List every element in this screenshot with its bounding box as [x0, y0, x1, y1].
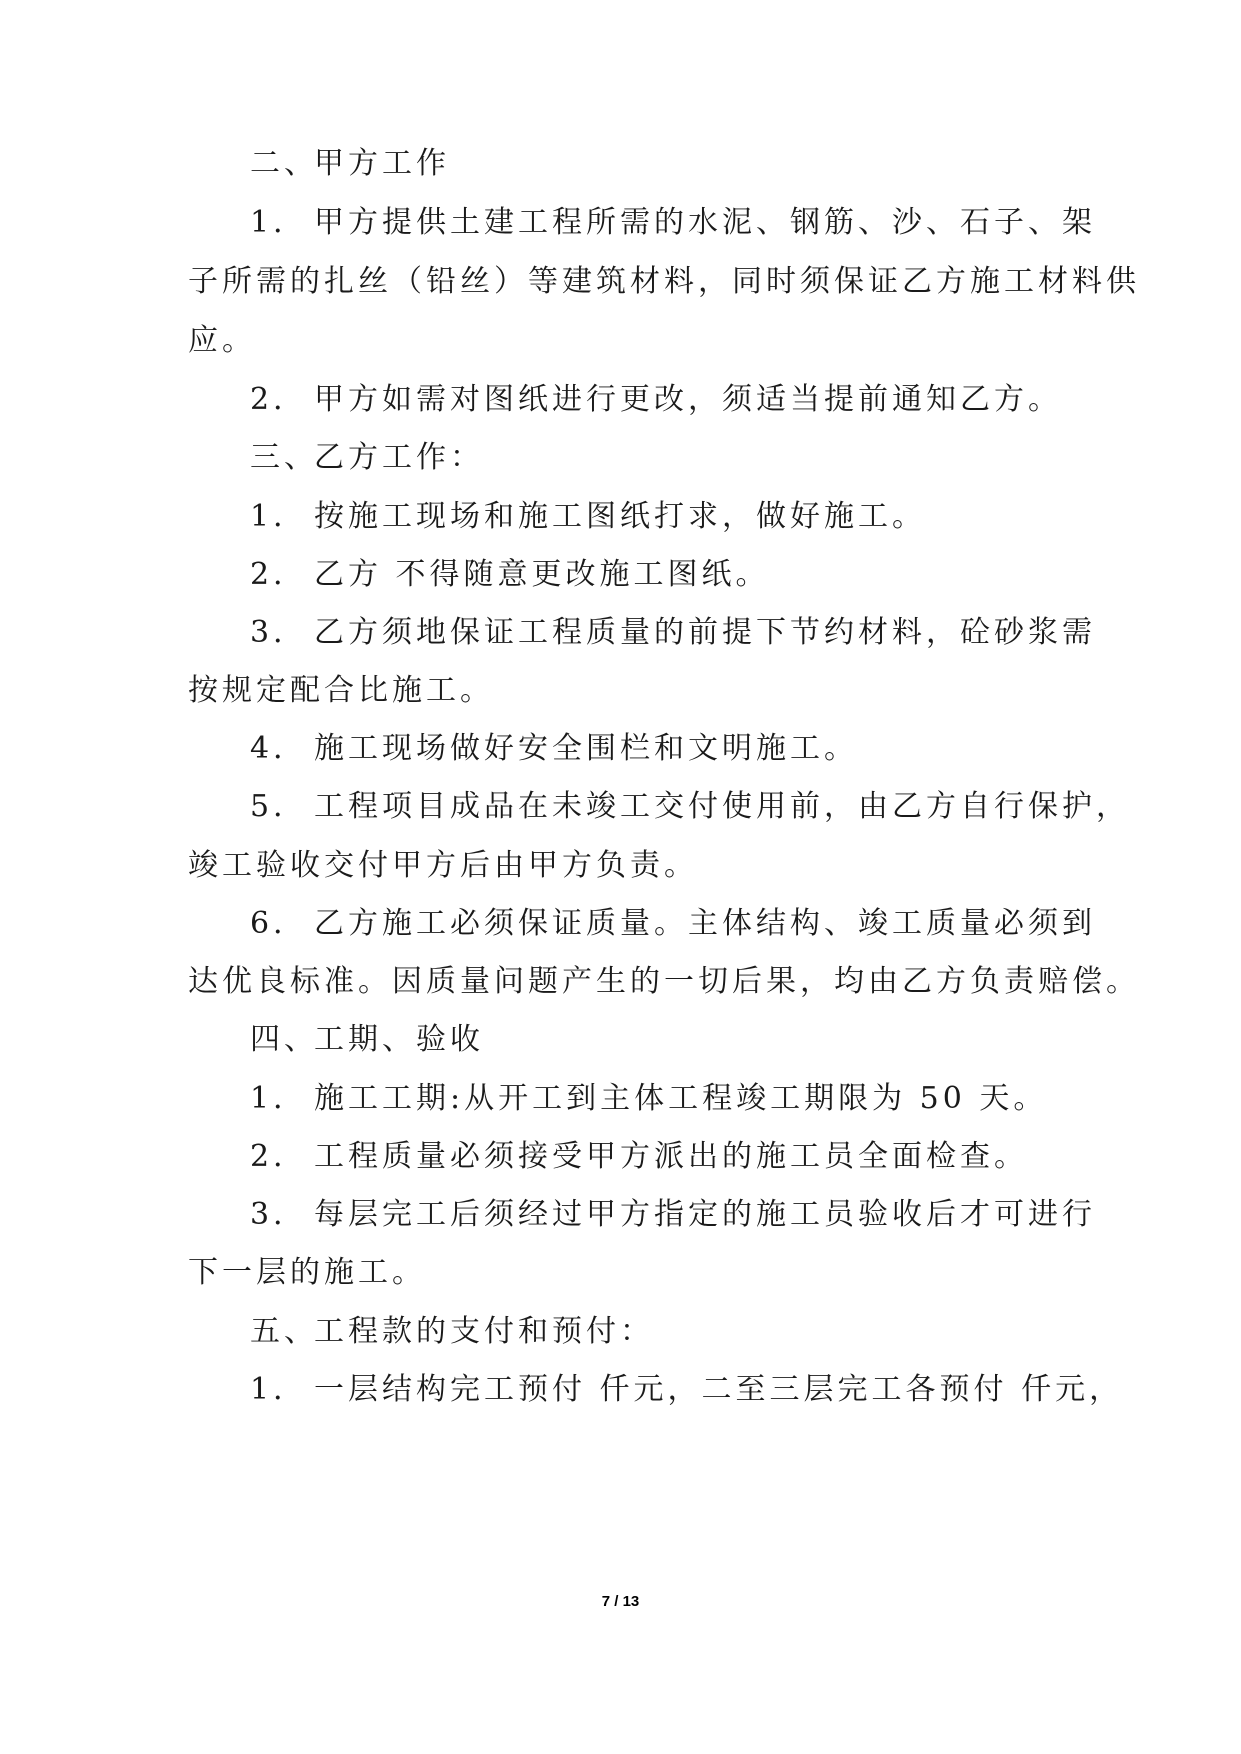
item-number: 五、 — [250, 1314, 318, 1349]
text-line — [250, 729, 1150, 769]
item-number: 3． — [250, 615, 308, 650]
text-line — [250, 1195, 1150, 1235]
line-text: 按施工现场和施工图纸打求，做好施工。 — [314, 499, 926, 534]
line-text: 下一层的施工。 — [188, 1255, 426, 1290]
text-line — [188, 262, 1140, 302]
line-text: 子所需的扎丝（铅丝）等建筑材料，同时须保证乙方施工材料供 — [188, 264, 1140, 299]
line-text: 甲方如需对图纸进行更改，须适当提前通知乙方。 — [314, 382, 1062, 417]
text-line — [250, 613, 1150, 653]
text-line — [188, 671, 1088, 711]
line-text: 乙方须地保证工程质量的前提下节约材料，砼砂浆需 — [314, 615, 1096, 650]
text-line — [250, 497, 1150, 537]
line-text: 乙方工作： — [314, 440, 484, 475]
line-text: 按规定配合比施工。 — [188, 673, 494, 708]
line-text: 乙方施工必须保证质量。主体结构、竣工质量必须到 — [314, 906, 1096, 941]
line-text: 工程项目成品在未竣工交付使用前，由乙方自行保护， — [314, 789, 1130, 824]
item-number: 6． — [250, 906, 308, 941]
section-heading — [250, 1020, 1150, 1060]
text-line — [250, 555, 1150, 595]
line-text: 工期、验收 — [314, 1022, 484, 1057]
text-line — [250, 1079, 1150, 1119]
text-line — [250, 1370, 1150, 1410]
line-text: 甲方工作 — [314, 146, 450, 181]
text-line — [188, 962, 1140, 1002]
item-number: 1． — [250, 1372, 308, 1407]
line-text: 乙方 不得随意更改施工图纸。 — [314, 557, 770, 592]
line-text: 应。 — [188, 323, 256, 358]
text-line — [188, 846, 1088, 886]
line-text: 一层结构完工预付 仟元，二至三层完工各预付 仟元， — [314, 1372, 1124, 1407]
section-heading — [250, 438, 1150, 478]
item-number: 3． — [250, 1197, 308, 1232]
item-number: 5． — [250, 789, 308, 824]
line-text: 工程款的支付和预付： — [314, 1314, 654, 1349]
item-number: 1． — [250, 1081, 308, 1116]
item-number: 2． — [250, 557, 308, 592]
item-number: 二、 — [250, 146, 318, 181]
item-number: 2． — [250, 1139, 308, 1174]
text-line — [250, 787, 1150, 827]
item-number: 1． — [250, 499, 308, 534]
item-number: 4． — [250, 731, 308, 766]
page-number: 7 / 13 — [601, 1593, 640, 1610]
item-number: 1． — [250, 205, 308, 240]
text-line — [188, 321, 1088, 361]
item-number: 三、 — [250, 440, 318, 475]
line-text: 达优良标准。因质量问题产生的一切后果，均由乙方负责赔偿。 — [188, 964, 1140, 999]
line-text: 每层完工后须经过甲方指定的施工员验收后才可进行 — [314, 1197, 1096, 1232]
line-text: 甲方提供土建工程所需的水泥、钢筋、沙、石子、架 — [314, 205, 1096, 240]
line-text: 施工工期:从开工到主体工程竣工期限为 50 天。 — [314, 1081, 1048, 1116]
section-heading — [250, 1312, 1150, 1352]
text-line — [250, 904, 1150, 944]
text-line — [188, 1253, 1088, 1293]
item-number: 2． — [250, 382, 308, 417]
section-heading — [250, 144, 1150, 184]
text-line — [250, 1137, 1150, 1177]
text-line — [250, 380, 1150, 420]
line-text: 工程质量必须接受甲方派出的施工员全面检查。 — [314, 1139, 1028, 1174]
line-text: 施工现场做好安全围栏和文明施工。 — [314, 731, 858, 766]
line-text: 竣工验收交付甲方后由甲方负责。 — [188, 848, 698, 883]
text-line — [250, 203, 1150, 243]
item-number: 四、 — [250, 1022, 318, 1057]
